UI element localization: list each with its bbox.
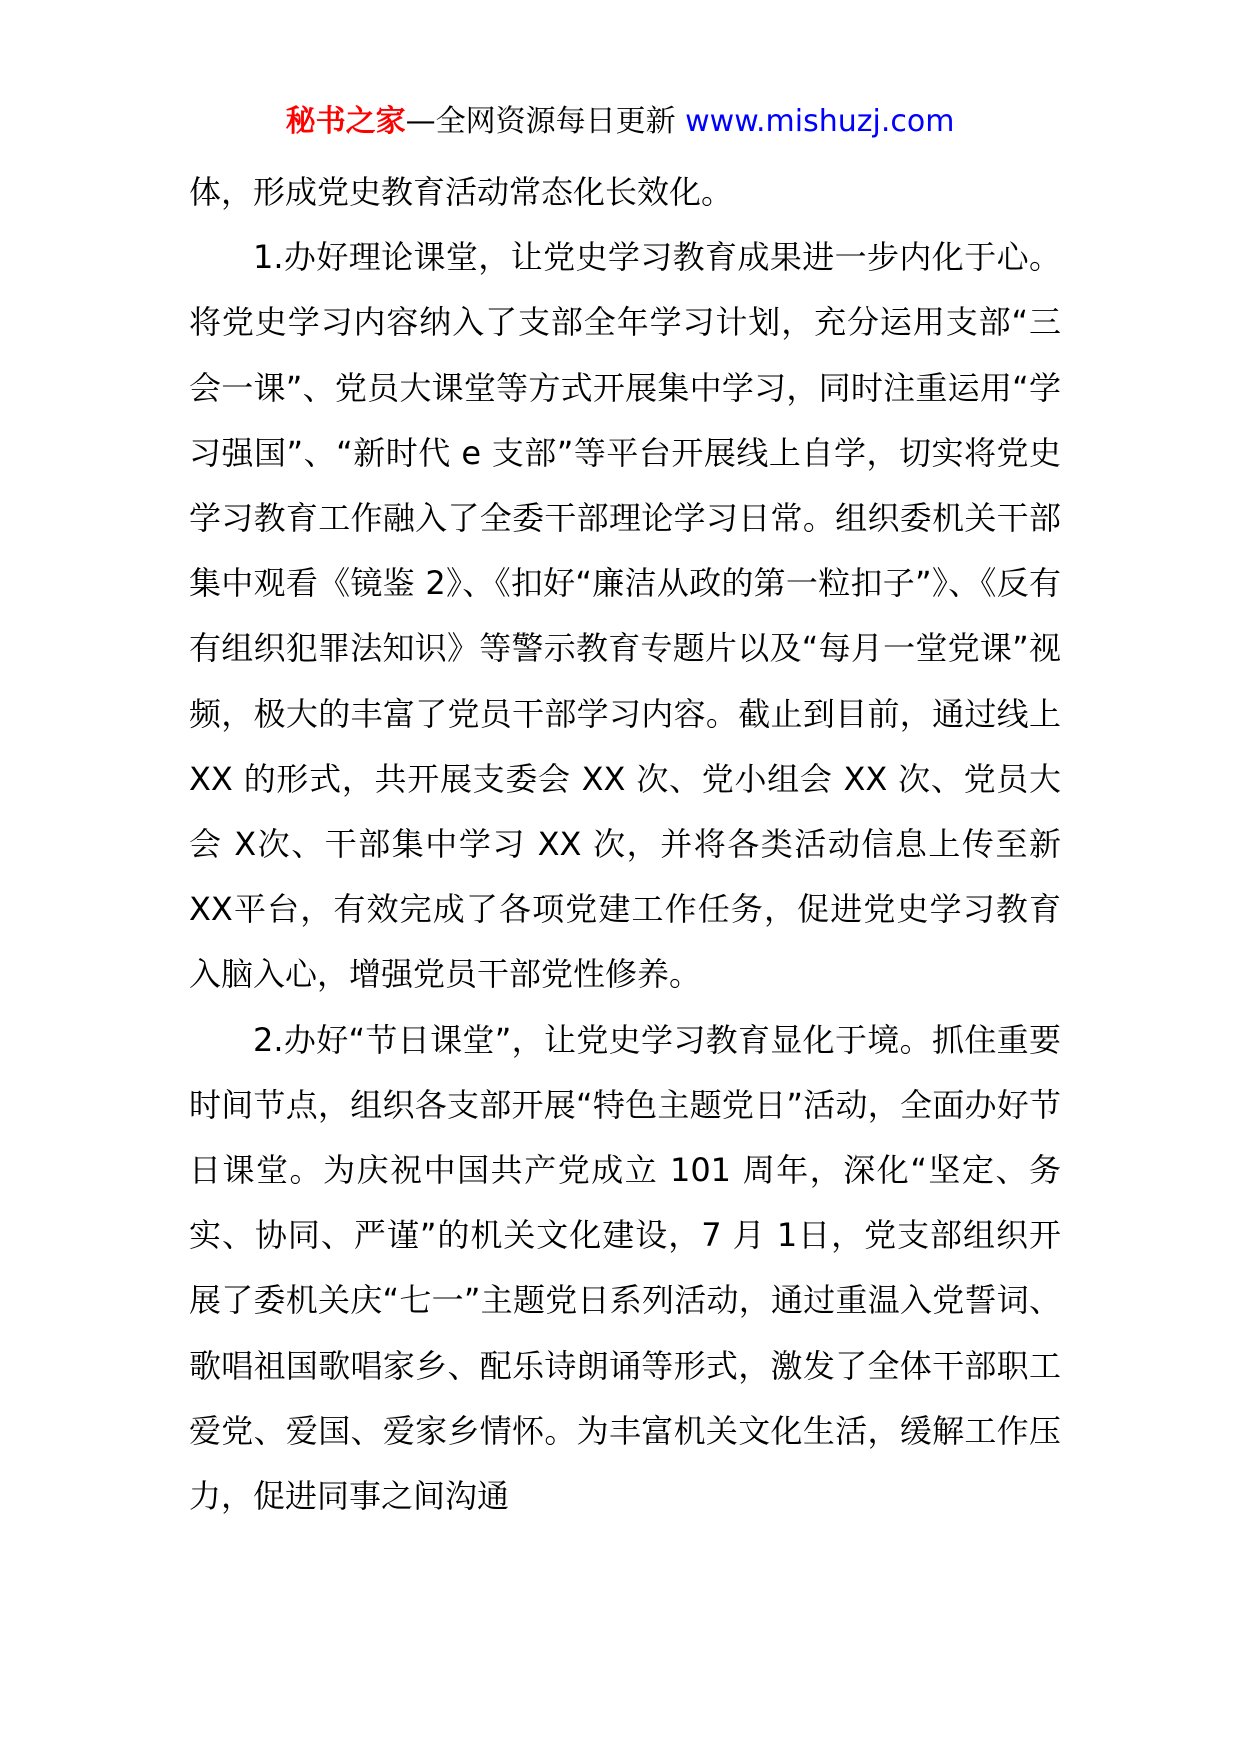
page-header xyxy=(0,102,1240,142)
site-url-link[interactable]: www.mishuzj.com xyxy=(685,104,955,139)
continuation-paragraph: 体，形成党史教育活动常态化长效化。 xyxy=(189,173,734,211)
paragraph-holiday-classroom: 2.办好“节日课堂”，让党史学习教育显化于境。抓住重要时间节点，组织各支部开展“特色主题党日”活动，全面办好节日课堂。为庆祝中国共产党成立 101 周年，深化“坚定、务实、协同、严谨”的机关文化建设，7 月 1日，党支部组织开展了委机关庆“七一”主题党日系列活动，通过重温入党誓词、歌唱祖国歌唱家乡、配乐诗朗诵等形式，激发了全体干部职工爱党、爱国、爱家乡情怀。为丰富机关文化生活，缓解工作压力，促进同事之间沟通 xyxy=(189,1020,1061,1516)
site-tagline: —全网资源每日更新 xyxy=(405,104,686,139)
site-name: 秘书之家 xyxy=(285,104,406,139)
paragraph-theory-classroom: 1.办好理论课堂，让党史学习教育成果进一步内化于心。将党史学习内容纳入了支部全年学习计划，充分运用支部“三会一课”、党员大课堂等方式开展集中学习，同时注重运用“学习强国”、“新时代 e 支部”等平台开展线上自学，切实将党史学习教育工作融入了全委干部理论学习日常。组织委机关干部集中观看《镜鉴 2》、《扣好“廉洁从政的第一粒扣子”》、《反有有组织犯罪法知识》等警示教育专题片以及“每月一堂党课”视频，极大的丰富了党员干部学习内容。截止到目前，通过线上 XX 的形式，共开展支委会 XX 次、党小组会 XX 次、党员大会 X次、干部集中学习 XX 次，并将各类活动信息上传至新 XX平台，有效完成了各项党建工作任务，促进党史学习教育入脑入心，增强党员干部党性修养。 xyxy=(189,238,1061,994)
document-body xyxy=(189,160,1061,1529)
